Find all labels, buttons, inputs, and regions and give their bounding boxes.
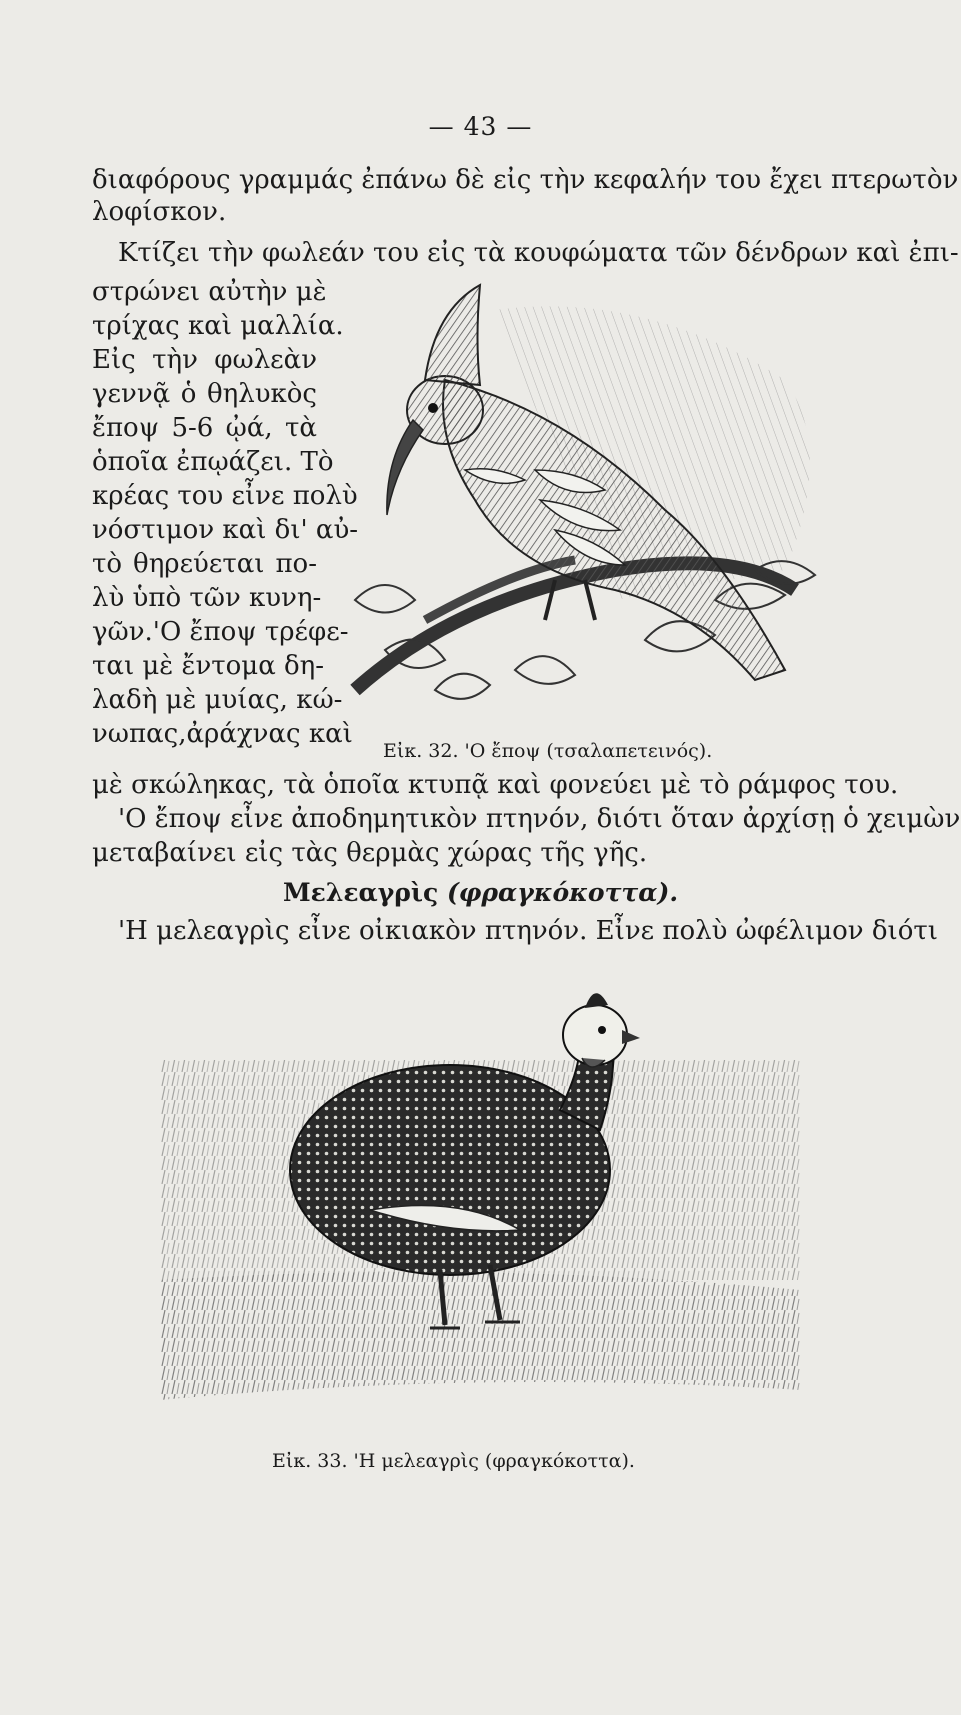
text-line: ἔποψ 5-6 ᾠά, τὰ	[92, 413, 317, 443]
figure-32-caption: Εἰκ. 32. 'Ο ἔποψ (τσαλαπετεινός).	[383, 740, 713, 762]
text-line: Εἰς τὴν φωλεὰν	[92, 345, 317, 375]
hoopoe-illustration	[315, 270, 845, 730]
text-line: γεννᾷ ὁ θηλυκὸς	[92, 379, 317, 409]
guinea-fowl-illustration	[160, 960, 800, 1715]
heading-sub: (φραγκόκοττα).	[446, 878, 679, 907]
text-line: λαδὴ μὲ μυίας, κώ-	[92, 685, 343, 715]
text-line: λοφίσκον.	[92, 197, 227, 227]
text-line: ται μὲ ἔντομα δη-	[92, 651, 325, 681]
text-line: γῶν.'Ο ἔποψ τρέφε-	[92, 617, 349, 647]
text-line: τρίχας καὶ μαλλία.	[92, 311, 344, 341]
text-line: νόστιμον καὶ δι' αὐ-	[92, 515, 359, 545]
text-line: στρώνει αὐτὴν μὲ	[92, 277, 327, 307]
text-line: μεταβαίνει εἰς τὰς θερμὰς χώρας τῆς γῆς.	[92, 838, 648, 868]
text-line: 'Ο ἔποψ εἶνε ἀποδημητικὸν πτηνόν, διότι ὅταν ἀρχίσῃ ὁ χειμὼν	[118, 804, 961, 834]
text-line: μὲ σκώληκας, τὰ ὁποῖα κτυπᾷ καὶ φονεύει μὲ τὸ ράμφος του.	[92, 770, 899, 800]
text-line: Κτίζει τὴν φωλεάν του εἰς τὰ κουφώματα τῶν δένδρων καὶ ἐπι-	[118, 238, 959, 268]
text-line: ὁποῖα ἐπῳάζει. Τὸ	[92, 447, 334, 477]
heading-main: Μελεαγρὶς	[282, 878, 439, 907]
section-heading	[0, 878, 961, 907]
text-line: τὸ θηρεύεται πο-	[92, 549, 317, 579]
text-line: νωπας,ἀράχνας καὶ	[92, 719, 353, 749]
text-line: 'Η μελεαγρὶς εἶνε οἰκιακὸν πτηνόν. Εἶνε πολὺ ὠφέλιμον διότι	[118, 916, 938, 946]
text-line: λὺ ὑπὸ τῶν κυνη-	[92, 583, 322, 613]
figure-33-caption: Εἰκ. 33. 'Η μελεαγρὶς (φραγκόκοττα).	[272, 1450, 635, 1472]
page-number: — 43 —	[428, 112, 533, 141]
text-line: κρέας του εἶνε πολὺ	[92, 481, 358, 511]
text-line: διαφόρους γραμμάς ἐπάνω δὲ εἰς τὴν κεφαλήν του ἔχει πτερωτὸν	[92, 165, 959, 195]
